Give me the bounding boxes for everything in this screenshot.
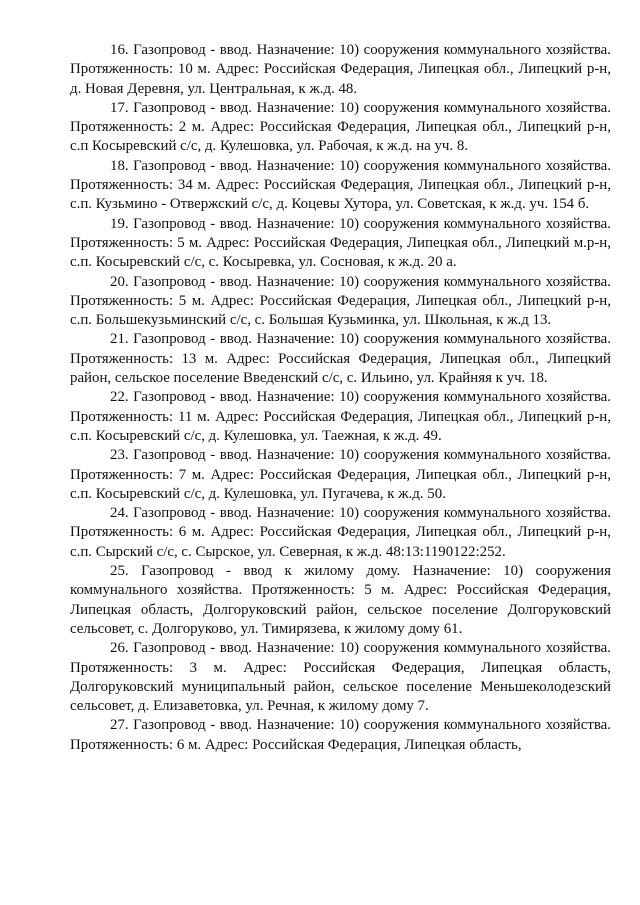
document-page	[70, 41, 611, 755]
list-item: 22. Газопровод - ввод. Назначение: 10) сооружения коммунального хозяйства. Протяженность: 11 м. Адрес: Российская Федерация, Липецкая обл., Липецкий р-н, с.п. Косыревский с/с, д. Кулешовка, ул. Таежная, к ж.д. 49.	[70, 389, 611, 444]
list-item: 20. Газопровод - ввод. Назначение: 10) сооружения коммунального хозяйства. Протяженность: 5 м. Адрес: Российская Федерация, Липецкая обл., Липецкий р-н, с.п. Большекузьминский с/с, с. Большая Кузьминка, ул. Школьная, к ж.д 13.	[70, 273, 611, 329]
list-item: 16. Газопровод - ввод. Назначение: 10) сооружения коммунального хозяйства. Протяженность: 10 м. Адрес: Российская Федерация, Липецкая обл., Липецкий р-н, д. Новая Деревня, ул. Центральная, к ж.д. 48.	[70, 42, 611, 97]
list-item: 24. Газопровод - ввод. Назначение: 10) сооружения коммунального хозяйства. Протяженность: 6 м. Адрес: Российская Федерация, Липецкая обл., Липецкий р-н, с.п. Сырский с/с, с. Сырское, ул. Северная, к ж.д. 48:13:1190122:252.	[70, 505, 611, 560]
list-item: 18. Газопровод - ввод. Назначение: 10) сооружения коммунального хозяйства. Протяженность: 34 м. Адрес: Российская Федерация, Липецкая обл., Липецкий р-н, с.п. Кузьмино - Отвержский с/с, д. Коцевы Хутора, ул. Советская, к ж.д. уч. 154 б.	[70, 157, 611, 213]
list-item: 27. Газопровод - ввод. Назначение: 10) сооружения коммунального хозяйства. Протяженность: 6 м. Адрес: Российская Федерация, Липецкая область,	[70, 717, 611, 753]
list-item: 17. Газопровод - ввод. Назначение: 10) сооружения коммунального хозяйства. Протяженность: 2 м. Адрес: Российская Федерация, Липецкая обл., Липецкий р-н, с.п Косыревский с/с, д. Кулешовка, ул. Рабочая, к ж.д. на уч. 8.	[70, 99, 611, 155]
list-item: 25. Газопровод - ввод к жилому дому. Назначение: 10) сооружения коммунального хозяйства. Протяженность: 5 м. Адрес: Российская Федерация, Липецкая область, Долгоруковский район, сельское поселение Долгоруковский сельсовет, с. Долгоруково, ул. Тимирязева, к жилому дому 61.	[70, 563, 611, 637]
list-item: 19. Газопровод - ввод. Назначение: 10) сооружения коммунального хозяйства. Протяженность: 5 м. Адрес: Российская Федерация, Липецкая обл., Липецкий м.р-н, с.п. Косыревский с/с, с. Косыревка, ул. Сосновая, к ж.д. 20 а.	[70, 215, 611, 271]
list-item: 23. Газопровод - ввод. Назначение: 10) сооружения коммунального хозяйства. Протяженность: 7 м. Адрес: Российская Федерация, Липецкая обл., Липецкий р-н, с.п. Косыревский с/с, д. Кулешовка, ул. Пугачева, к ж.д. 50.	[70, 447, 611, 502]
list-item: 26. Газопровод - ввод. Назначение: 10) сооружения коммунального хозяйства. Протяженность: 3 м. Адрес: Российская Федерация, Липецкая область, Долгоруковский муниципальный район, сельское поселение Меньшеколодезский сельсовет, д. Елизаветовка, ул. Речная, к жилому дому 7.	[70, 640, 611, 715]
list-item: 21. Газопровод - ввод. Назначение: 10) сооружения коммунального хозяйства. Протяженность: 13 м. Адрес: Российская Федерация, Липецкая обл., Липецкий район, сельское поселение Введенский с/с, с. Ильино, ул. Крайняя к уч. 18.	[70, 331, 611, 387]
